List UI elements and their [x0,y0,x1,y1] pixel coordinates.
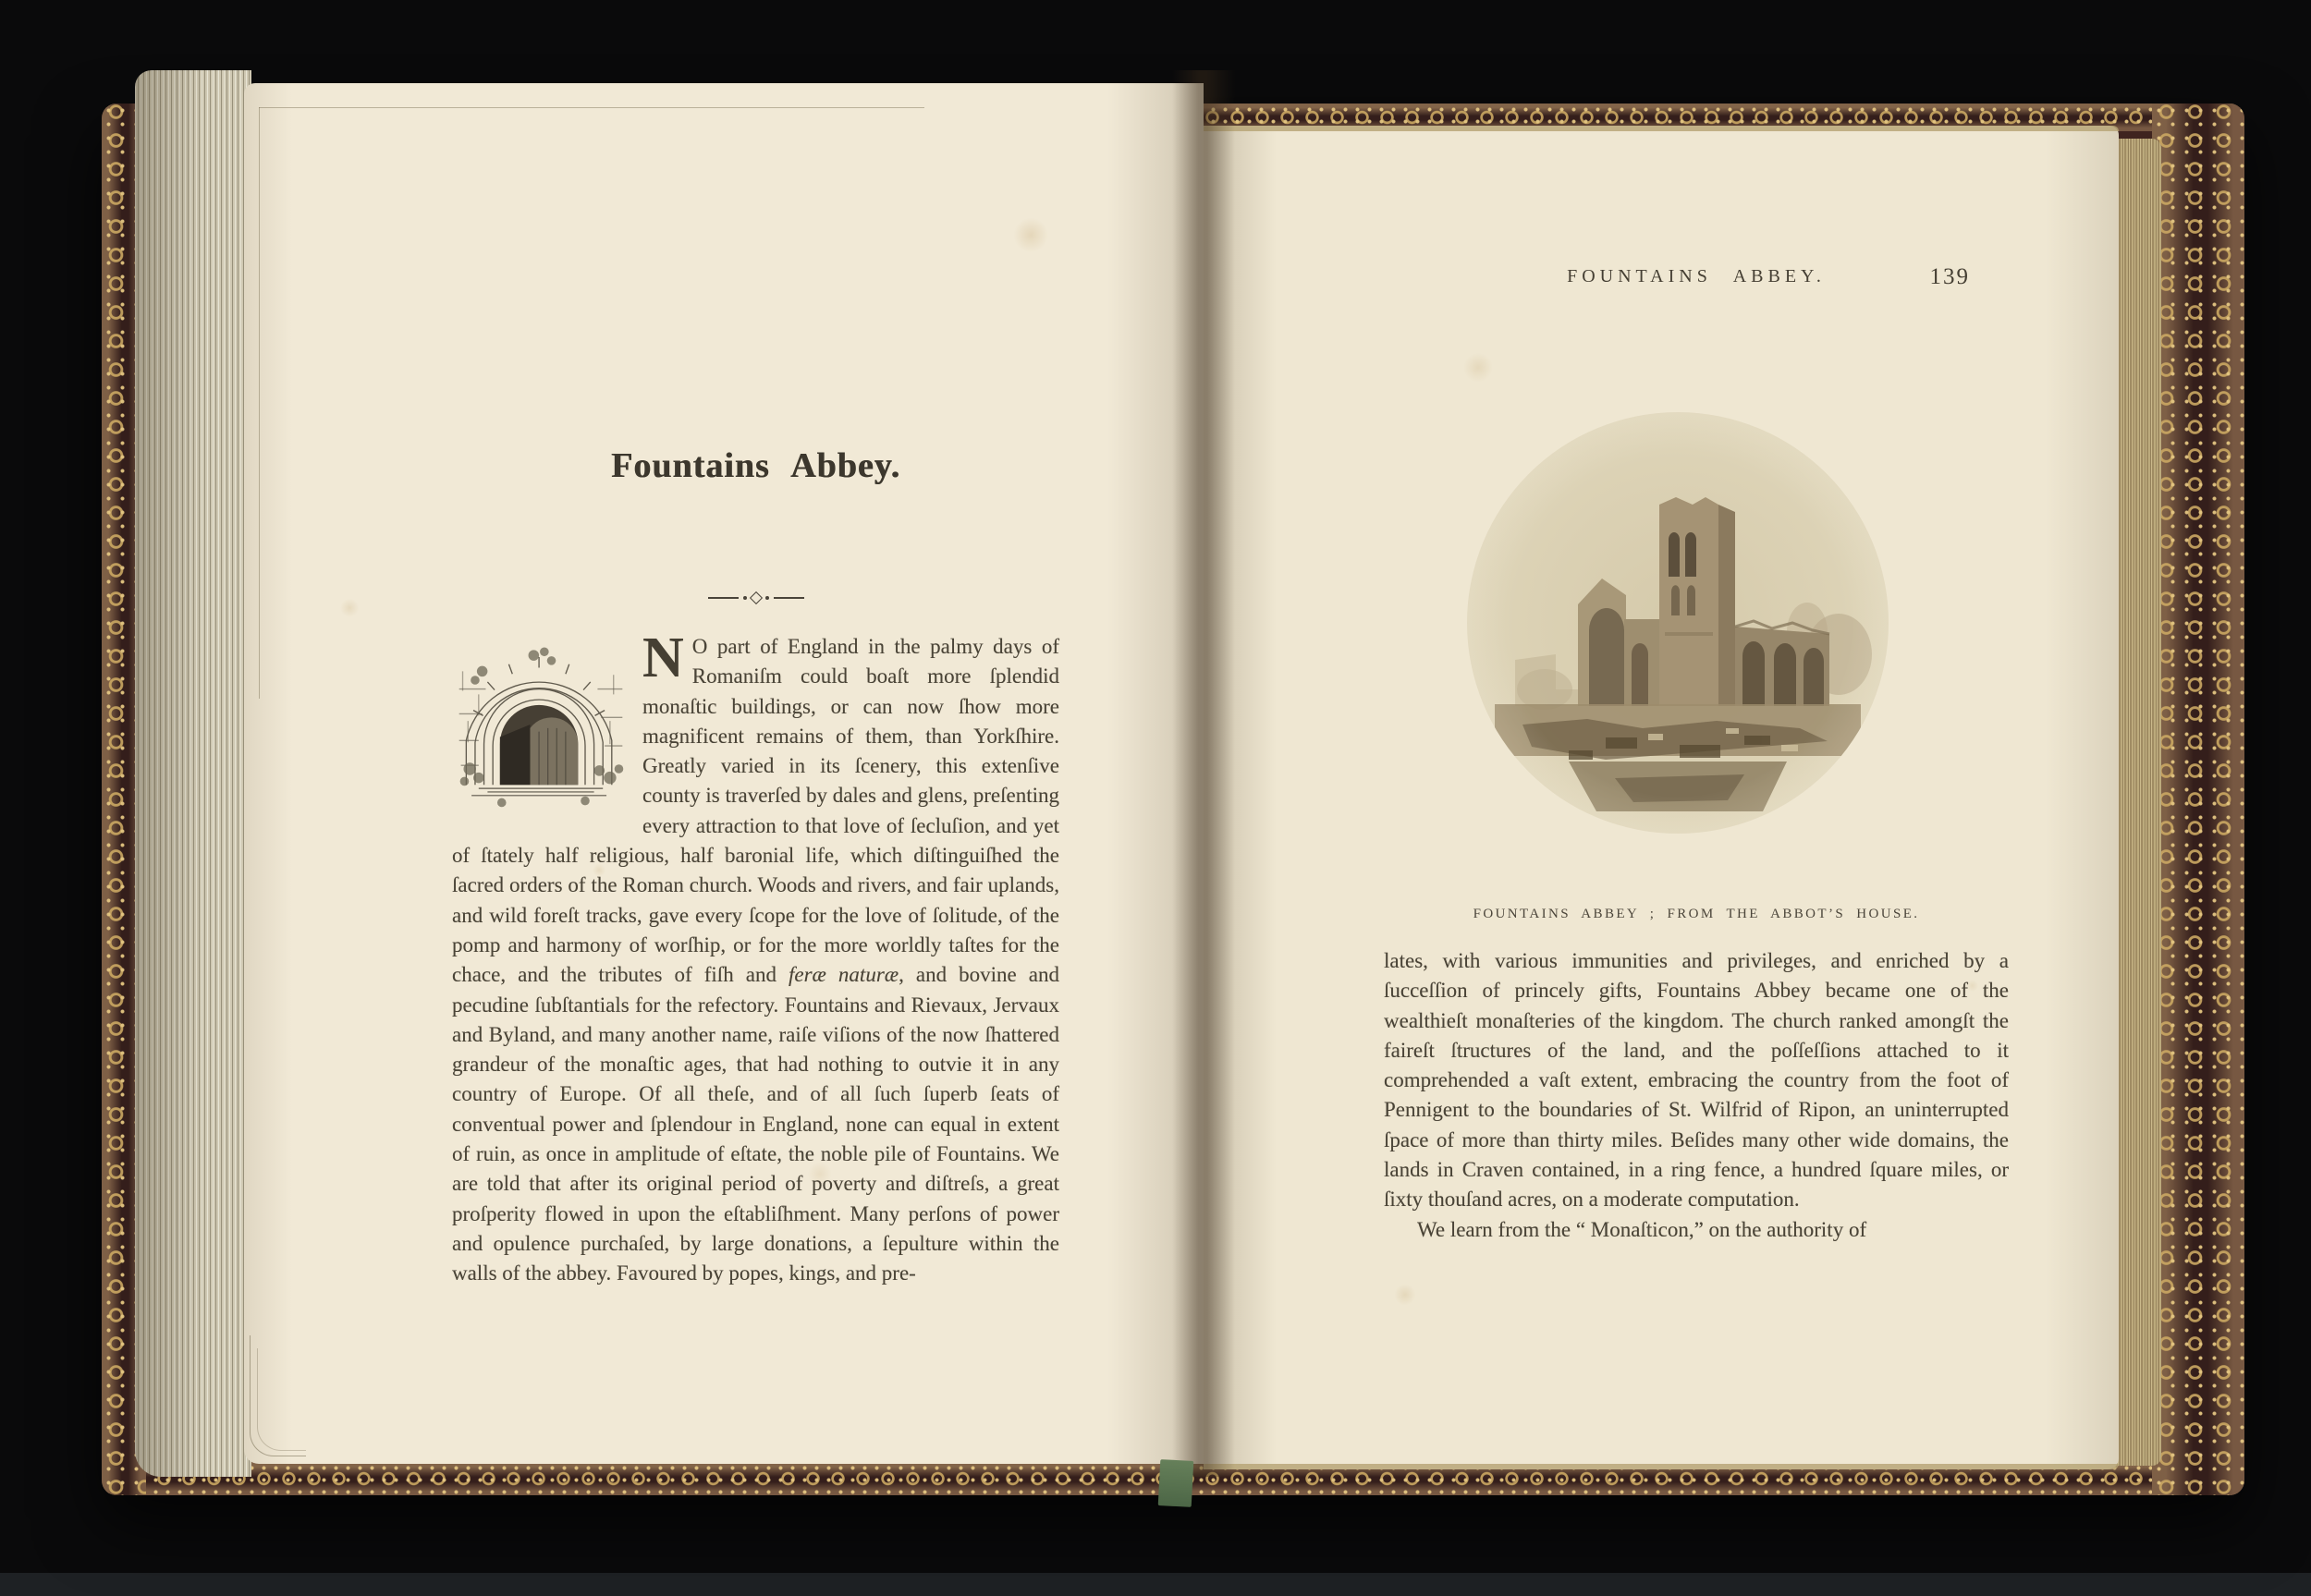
previous-leaf-edge-line [259,107,924,108]
threshold-steps [471,788,606,796]
text-run: , and bovine and pecudine ſubſtantials for the refectory. Fountains and Rievaux, Jervaux and Byland, and many another name, raiſe viſions of the now ſhattered grandeur of the monaſtic ages, that had nothing to outvie it in any country of Europe. Of all theſe, and of all ſuch ſuperb ſeats of conventual power and ſplendour in England, none can equal in extent of ruin, as once in amplitude of eſtate, the noble pile of Fountains. We are told that after its original period of poverty and diſtreſs, a great proſperity flowed in upon the eſtabliſhment. Many perſons of power and opulence purchaſed, by large donations, a ſepulture within the walls of the abbey. Favoured by popes, kings, and pre- [452,963,1060,1285]
doorway-engraving [452,634,630,815]
abbey-photo [1467,412,1889,834]
doorway-engraving-drawing [452,634,630,815]
paragraph: We learn from the “ Monaſticon,” on the authority of [1417,1217,1867,1241]
gilt-border-right [2152,104,2244,1495]
right-page-text-block [1384,946,2009,1245]
photo-vignette [1467,412,1889,834]
photo-caption: FOUNTAINS ABBEY ; FROM THE ABBOT’S HOUSE. [1473,907,1920,921]
gilded-page-bottom-edge [1204,1464,2119,1469]
running-head: FOUNTAINS ABBEY. [1567,266,1826,286]
closed-door-leaf [530,717,578,785]
right-page [1204,126,2119,1469]
drop-cap-initial: N [642,627,684,689]
page-number: 139 [1929,264,1970,289]
italic-phrase: feræ naturæ [789,963,899,987]
page-header [1384,266,2009,287]
gutter-shadow [1172,70,1235,1477]
table-edge [0,1573,2311,1596]
text-run: O part of England in the palmy days of Romaniſm could boaſt more ſplendid monaſtic buildings, or can now ſhow more magnificent remains of them, than Yorkſhire. Greatly varied in its ſcenery, this extenſive county is traverſed by dales and glens, preſenting every attraction to that love of ſecluſion, and yet of ſtately half religious, half baronial life, which diſtinguiſhed the ſacred orders of the Roman church. Woods and rivers, and fair uplands, and wild foreſt tracks, gave every ſcope for the love of ſolitude, of the pomp and harmony of worſhip, or for the more worldly taſtes for the chace, and the tributes of fiſh and [452,635,1059,987]
gilded-fore-edge [2115,139,2161,1466]
ribbon-bookmark [1158,1459,1194,1507]
left-page-text-block [452,562,1059,1289]
stacked-page-corner-line [257,1348,306,1451]
left-page [244,83,1204,1464]
gilded-page-top-edge [1204,126,2119,131]
chapter-heading: Fountains Abbey. [611,446,900,485]
previous-leaf-edge-line [259,107,260,699]
opening-paragraph [452,627,1060,1289]
page-stack-edges [135,70,251,1477]
paragraph: lates, with various immunities and privileges, and enriched by a ſucceſſion of princely gifts, Fountains Abbey became one of the wealthieſt monaſteries of the kingdom. The church ranked amongſt the faireſt ſtructures of the land, and the poſſeſſions attached to it comprehended a vaſt extent, embracing the country from the foot of Pennigent to the boundaries of St. Wilfrid of Ripon, an uninterrupted ſpace of more than thirty miles. Beſides many other wide domains, the lands in Craven contained, in a ring fence, a hundred ſquare miles, or ſixty thouſand acres, on a moderate computation. [1384,949,2009,1212]
